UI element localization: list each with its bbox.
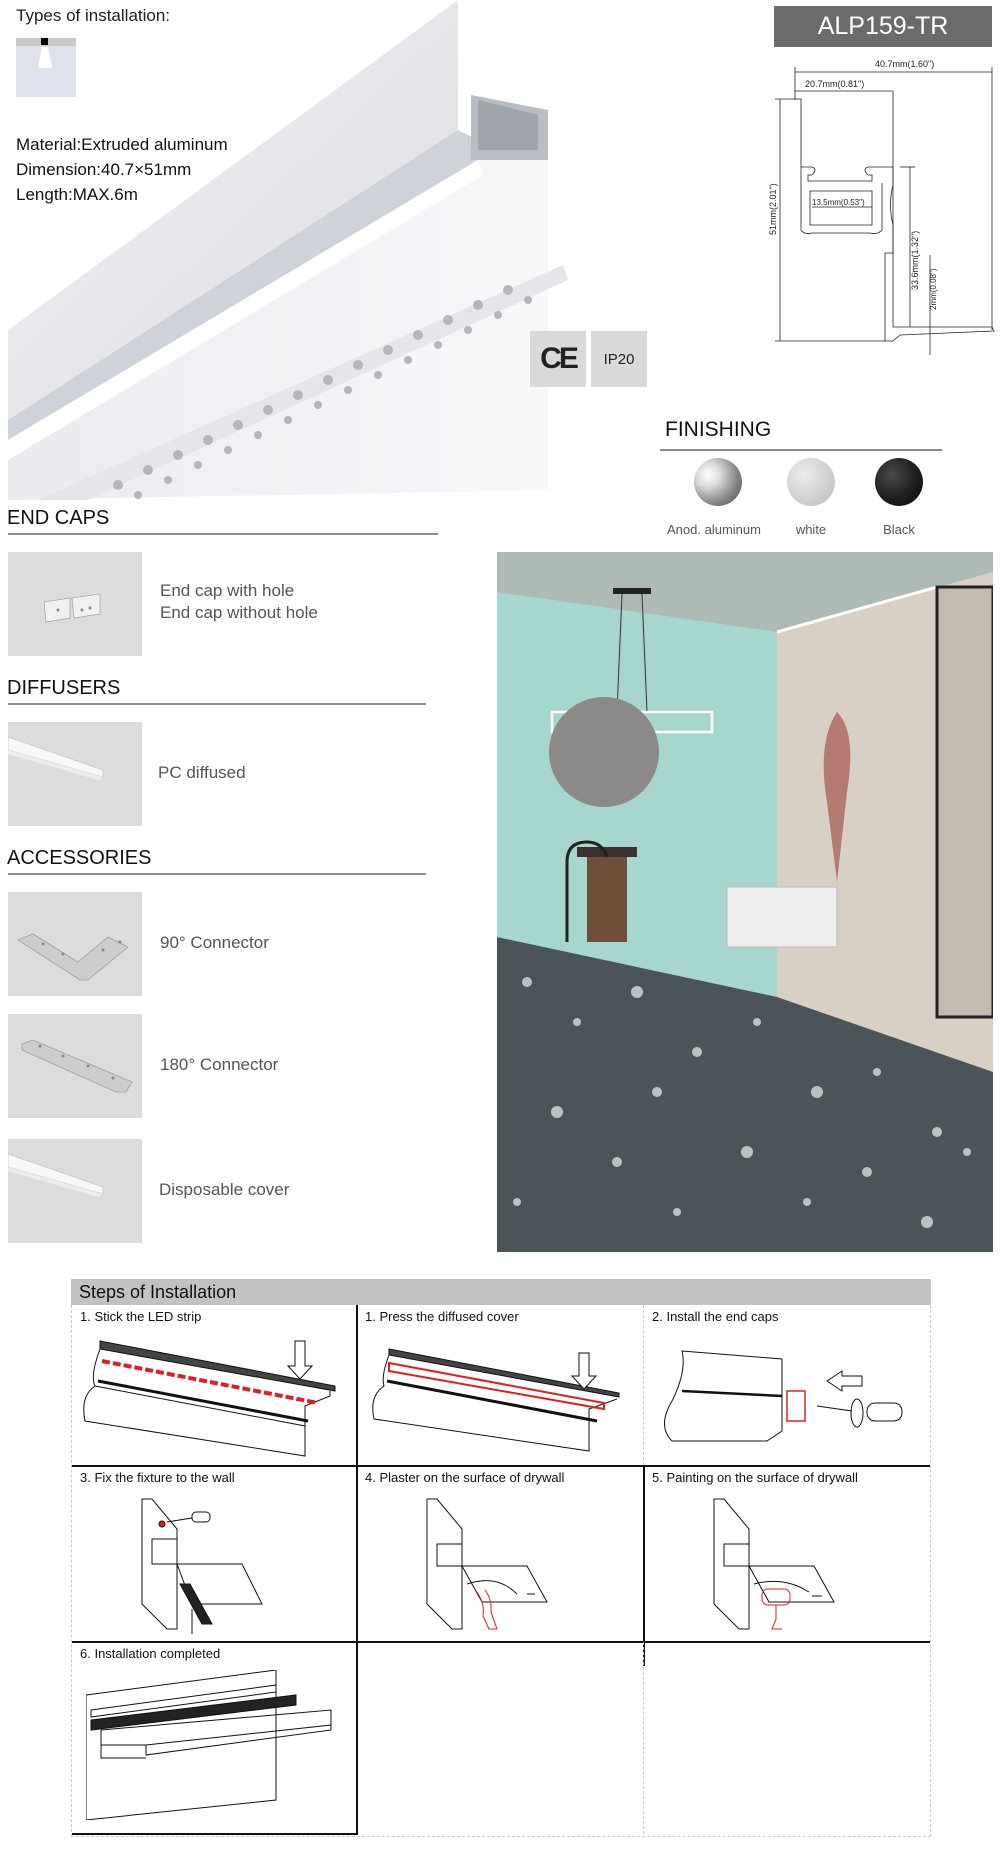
finish-label-white: white [795,522,827,537]
finish-swatch-white [787,458,835,506]
dim-width-total: 40.7mm(1.60") [875,59,935,69]
step-label: 4. Plaster on the surface of drywall [365,1470,565,1485]
finish-swatch-black [875,458,923,506]
dim-flange: 2mm(0.08") [929,268,938,310]
step-label: 1. Stick the LED strip [80,1309,202,1324]
finish-swatch-anodized-aluminum [694,458,742,506]
diffusers-title: DIFFUSERS [7,677,121,699]
step-label: 3. Fix the fixture to the wall [80,1470,235,1485]
finish-label-black: Black [883,522,915,537]
divider [643,1642,644,1834]
step-installation-completed [72,1642,356,1833]
end-cap-description [160,580,318,624]
dim-width-inner: 20.7mm(0.81") [805,79,865,89]
connector-180-label: 180° Connector [160,1055,279,1074]
step-paint-drywall [644,1466,930,1641]
spec-material: Material:Extruded aluminum [16,135,228,154]
installation-steps [71,1279,931,1837]
step-label: 5. Painting on the surface of drywall [652,1470,858,1485]
profile-render-image [8,0,568,500]
connector-90-image [8,892,142,996]
spec-list [16,132,228,207]
step-label: 1. Press the diffused cover [365,1309,519,1324]
connector-180-image [8,1014,142,1118]
installation-types-label: Types of installation: [16,6,171,25]
finishing-title: FINISHING [665,418,772,441]
connector-90-label: 90° Connector [160,933,269,952]
bathroom-application-photo [497,552,993,1252]
ip-rating-icon: IP20 [591,331,647,387]
step-press-diffused-cover [357,1305,643,1465]
steps-grid [71,1305,931,1837]
pc-diffuser-image [8,722,142,826]
spec-dimension: Dimension:40.7×51mm [16,160,192,179]
step-install-end-caps [644,1305,930,1465]
disposable-cover-image [8,1139,142,1243]
recessed-ceiling-icon [16,38,76,97]
cross-section-drawing [760,55,1000,360]
end-cap-image [8,552,142,656]
dim-depth: 33.6mm(1.32") [910,230,920,290]
step-fix-fixture-to-wall [72,1466,356,1641]
dim-height-total: 51mm(2.01") [768,183,778,235]
divider [8,703,426,705]
dim-channel-width: 13.5mm(0.53") [812,198,865,207]
end-caps-title: END CAPS [7,507,110,529]
disposable-cover-label: Disposable cover [159,1180,290,1199]
divider [356,1666,358,1834]
spec-length: Length:MAX.6m [16,185,138,204]
divider [8,873,426,875]
step-plaster-drywall [357,1466,643,1641]
end-cap-without-hole: End cap without hole [160,603,318,622]
step-label: 6. Installation completed [80,1646,221,1661]
step-label: 2. Install the end caps [652,1309,779,1324]
model-title: ALP159-TR [774,6,992,47]
finish-label-anodized-aluminum: Anod. aluminum [667,522,761,537]
accessories-title: ACCESSORIES [7,847,152,869]
ce-mark-icon: CE [530,331,586,387]
end-cap-with-hole: End cap with hole [160,581,295,600]
diffuser-label: PC diffused [158,763,246,782]
step-stick-led-strip [72,1305,356,1465]
divider [660,449,942,451]
divider [8,533,438,535]
divider [72,1833,358,1835]
steps-title: Steps of Installation [71,1279,931,1305]
